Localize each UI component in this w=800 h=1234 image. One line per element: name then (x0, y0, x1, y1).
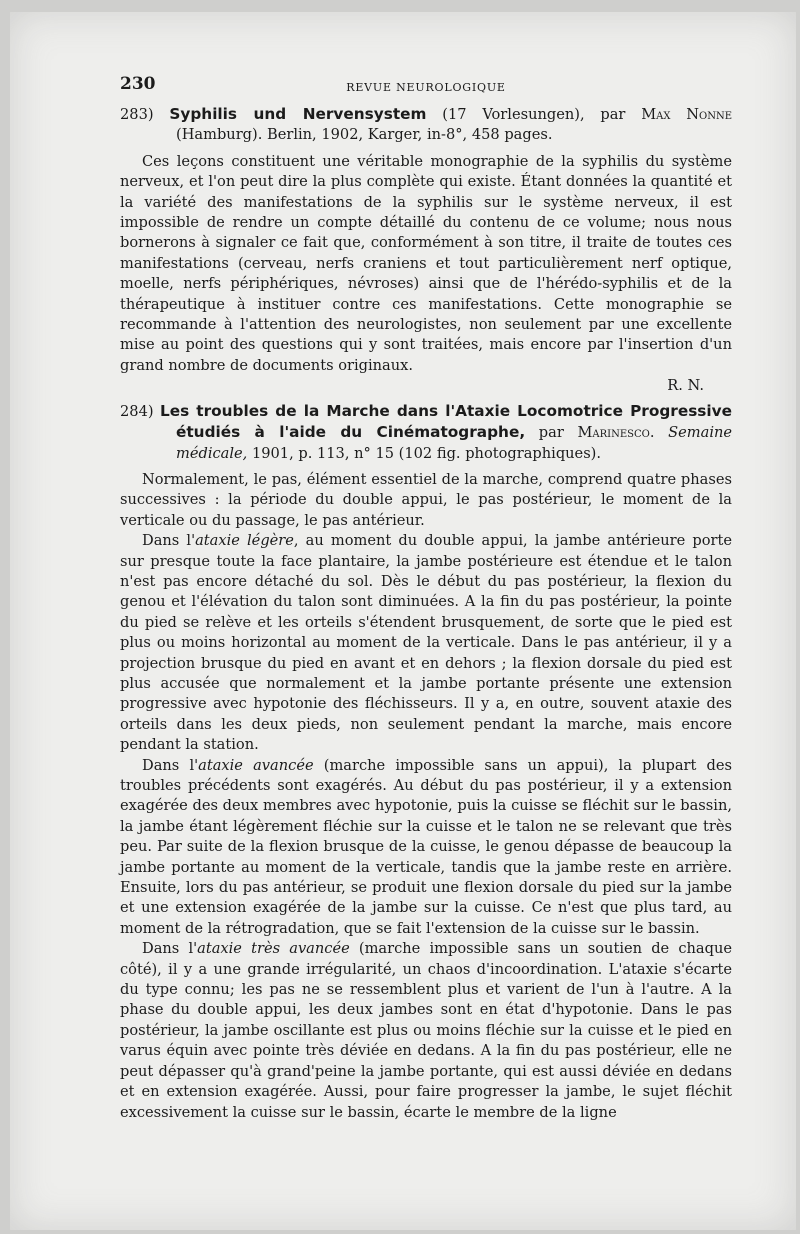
p3-intro: Dans l' (142, 756, 199, 774)
entry-283-number: 283) (120, 106, 154, 123)
p2-body: , au moment du double appui, la jambe antérieure porte sur presque toute la face plantaire, la jambe postérieure est étendue et le talon n'est pas encore détaché du sol. Dès le début du pas postérieur, la flexion du genou et l'élévation du talon sont diminuées. A la fin du pas postérieur, la pointe du pied se relève et les orteils s'étendent brusquement, de sorte que le pied est plus ou moins horizontal au moment de la verticale. Dans le pas antérieur, il y a projection brusque du pied en avant et en dehors ; la flexion dorsale du pied est plus accusée que normalement et la jambe portante présente une extension progressive avec hypotonie des fléchisseurs. Il y a, en outre, souvent ataxie des orteils dans les deux pieds, non seulement pendant la marche, mais encore pendant la station. (120, 532, 733, 754)
entry-284-paragraph-very-advanced-ataxia (120, 939, 732, 1123)
entry-284-citation: 1901, p. 113, n° 15 (102 fig. photographiques). (251, 444, 602, 462)
entry-284-title: Les troubles de la Marche dans l'Ataxie Locomotrice Progressive étudiés à l'aide du Cinématographe, (159, 401, 733, 442)
entry-283-details: (17 Vorlesungen), par (442, 106, 626, 123)
page-number: 230 (120, 74, 156, 94)
entry-283-signature: R. N. (667, 377, 704, 395)
entry-284-by: par (538, 424, 564, 442)
p4-body: (marche impossible sans un soutien de chaque côté), il y a une grande irrégularité, un chaos d'incoordination. L'ataxie s'écarte du type connu; les pas ne se ressemblent plus et varient de l'un à l'autre. A la phase du double appui, les deux jambes sont en état d'hypotonie. Dans le pas postérieur, la jambe oscillante est plus ou moins fléchie sur la cuisse et le pied en varus équin avec pointe très déviée en dedans. A la fin du pas postérieur, elle ne peut dépasser qu'à grand'peine la jambe portante, qui est aussi déviée en dedans et en extension exagérée. Aussi, pour faire progresser la jambe, le sujet fléchit excessivement la cuisse sur le bassin, écarte le membre de la ligne (120, 940, 732, 1121)
entry-284-heading (120, 401, 732, 464)
book-page (10, 12, 796, 1230)
entry-283-heading (120, 104, 732, 146)
entry-284-paragraph-normal-gait: Normalement, le pas, élément essentiel de la marche, comprend quatre phases successives : la période du double appui, le pas postérieur, le moment de la verticale ou du passage, le pas antérieur. (120, 470, 732, 529)
p4-intro: Dans l' (142, 940, 198, 958)
entry-283-publication: (Hamburg). Berlin, 1902, Karger, in-8°, 458 pages. (176, 126, 553, 144)
journal-title: REVUE NEUROLOGIQUE (346, 81, 506, 94)
entry-284-number: 284) (120, 402, 154, 420)
entry-284-paragraph-advanced-ataxia (120, 756, 732, 940)
p3-body: (marche impossible sans un appui), la plupart des troubles précédents sont exagérés. Au début du pas postérieur, il y a extension exagérée des deux membres avec hypotonie, puis la cuisse se fléchit sur le bassin, la jambe étant légèrement fléchie sur la cuisse et le talon ne se relevant que très peu. Par suite de la flexion brusque de la cuisse, le genou dépasse de beaucoup la jambe portante au moment de la verticale, tandis que la jambe reste en arrière. Ensuite, lors du pas antérieur, se produit une flexion dorsale du pied sur la jambe et une extension exagérée de la jambe sur la cuisse. Ce n'est que plus tard, au moment de la rétrogradation, que se fait l'extension de la cuisse sur le bassin. (120, 756, 732, 937)
term-ataxie-legere: ataxie légère (195, 532, 294, 550)
entry-284-journal: Semaine médicale, (176, 424, 733, 462)
entry-283-review: Ces leçons constituent une véritable monographie de la syphilis du système nerveux, et l'on peut dire la plus complète qui existe. Étant données la quantité et la variété des manifestations de la syphilis sur le système nerveux, il est impossible de rendre un compte détaillé du contenu de ce volume; nous nous bornerons à signaler ce fait que, conformément à son titre, il traite de toutes ces manifestations (cerveau, nerfs craniens et tout particulièrement nerf optique, moelle, nerfs périphériques, névroses) ainsi que de l'hérédo-syphilis et de la thérapeutique à instituer contre ces manifestations. Cette monographie se recommande à l'attention des neurologistes, non seulement par une excellente mise au point des questions qui y sont traitées, mais encore par l'insertion d'un grand nombre de documents originaux. (120, 152, 732, 374)
page-content (120, 74, 732, 1123)
running-head (120, 74, 732, 104)
entry-283-title: Syphilis und Nervensystem (169, 105, 427, 123)
term-ataxie-tres-avancee: ataxie très avancée (197, 940, 350, 958)
entry-284-author: Marinesco. (577, 424, 655, 442)
term-ataxie-avancee: ataxie avancée (198, 756, 314, 774)
entry-284-paragraph-mild-ataxia (120, 531, 732, 755)
entry-283-author: Max Nonne (641, 106, 733, 123)
p2-intro: Dans l' (142, 532, 196, 550)
